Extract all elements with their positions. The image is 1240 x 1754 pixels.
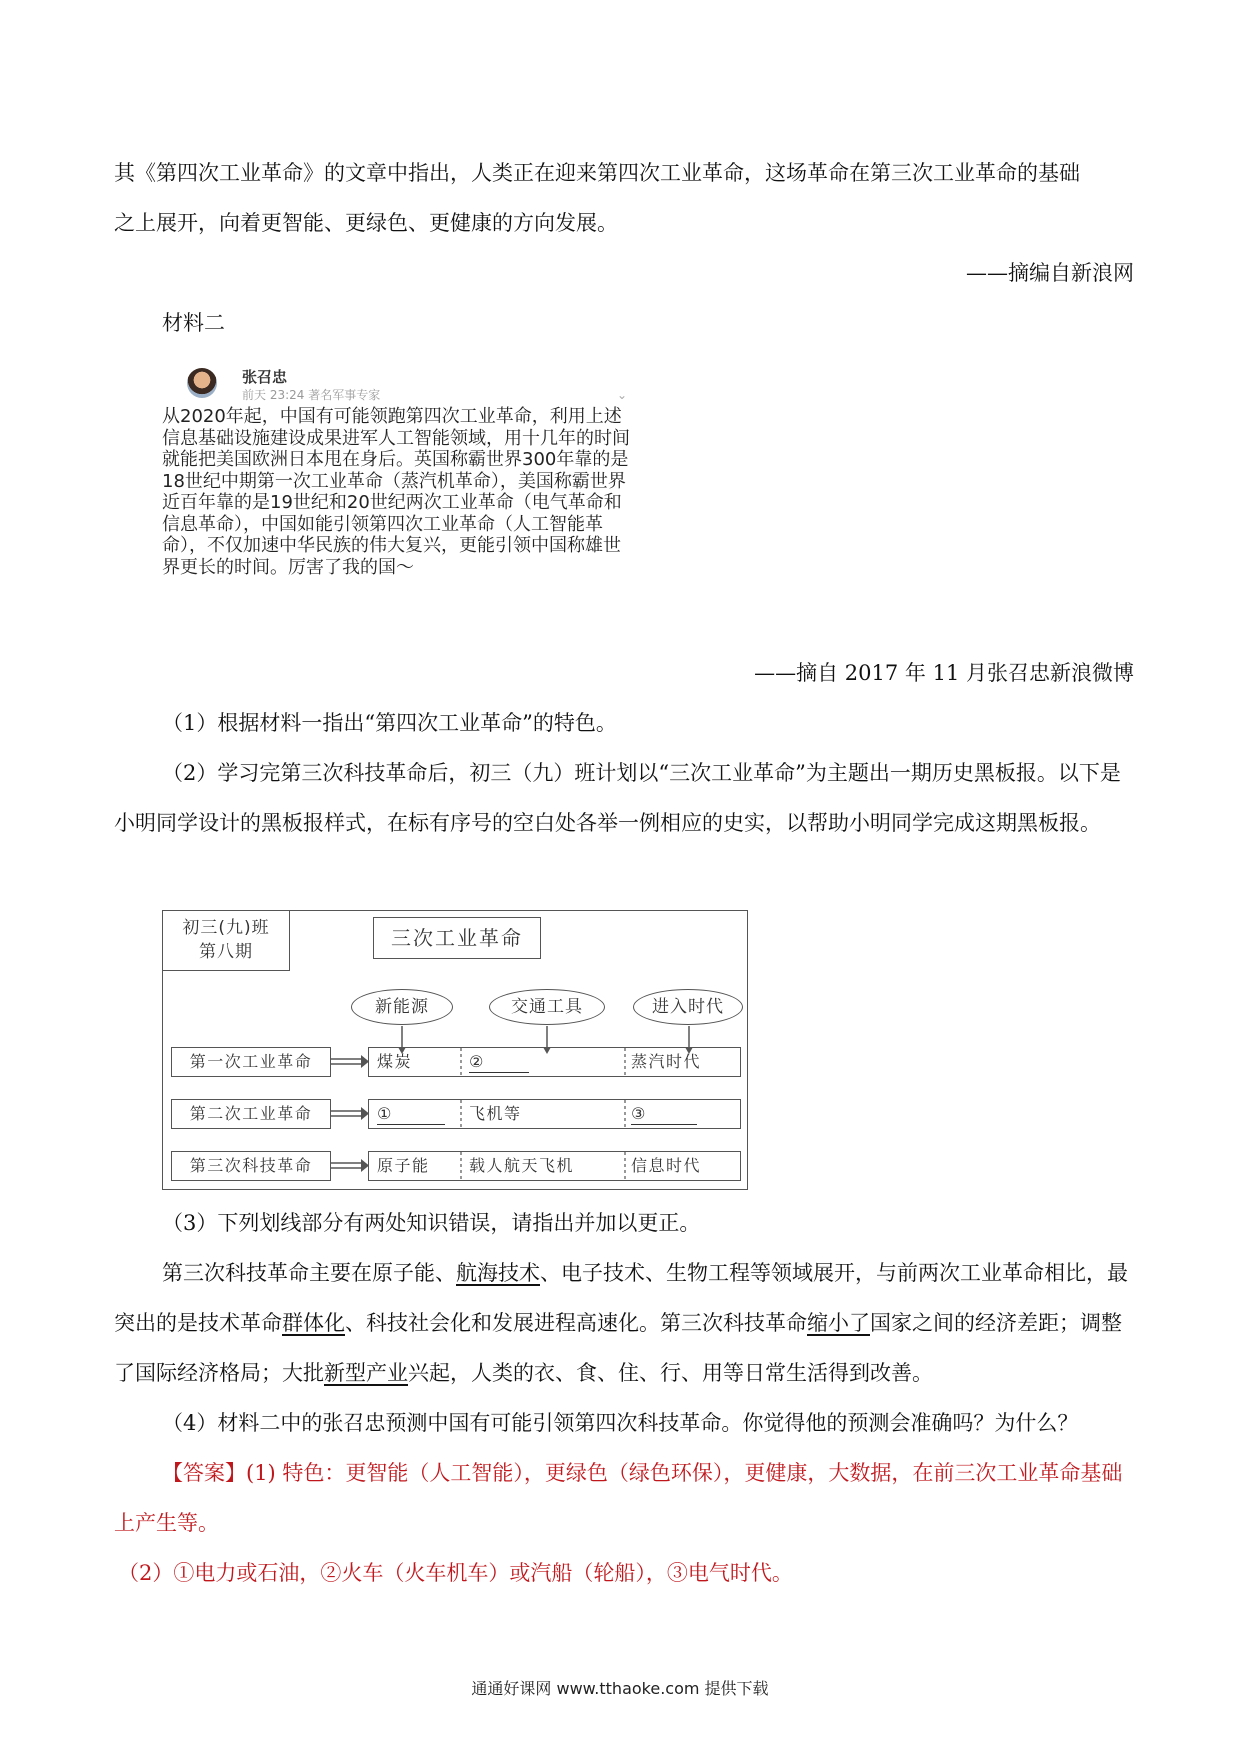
passage-seg-1: 第三次科技革命主要在原子能、 <box>162 1261 456 1285</box>
row-second <box>368 1099 741 1129</box>
row-third <box>368 1151 741 1181</box>
passage-seg-3: 、科技社会化和发展进程高速化。第三次科技革命 <box>345 1311 807 1335</box>
blank-3: ③ <box>631 1104 697 1125</box>
class-line-1: 初三(九)班 <box>182 918 270 938</box>
cell-second-era <box>631 1100 697 1127</box>
class-line-2: 第八期 <box>199 942 253 962</box>
underline-2: 群体化 <box>282 1311 345 1335</box>
answer-1 <box>114 1448 1134 1548</box>
material-2-label: 材料二 <box>162 311 225 335</box>
intro-line-2: 之上展开，向着更智能、更绿色、更健康的方向发展。 <box>114 211 618 235</box>
weibo-author: 张召忠 <box>242 368 288 386</box>
blank-2: ② <box>469 1052 529 1073</box>
question-3: （3）下列划线部分有两处知识错误，请指出并加以更正。 <box>162 1211 701 1235</box>
cell-third-energy: 原子能 <box>377 1156 430 1175</box>
cell-first-transport <box>469 1048 529 1075</box>
cell-first-era: 蒸汽时代 <box>631 1052 702 1071</box>
underline-1: 航海技术 <box>456 1261 540 1285</box>
question-4: （4）材料二中的张召忠预测中国有可能引领第四次科技革命。你觉得他的预测会准确吗？为什么？ <box>162 1411 1079 1435</box>
cell-second-energy <box>377 1100 445 1127</box>
underline-3: 缩小了 <box>807 1311 870 1335</box>
answer-2: （2）①电力或石油，②火车（火车机车）或汽船（轮船），③电气时代。 <box>118 1561 793 1585</box>
oval-era: 进入时代 <box>633 989 743 1025</box>
intro-line-1: 其《第四次工业革命》的文章中指出，人类正在迎来第四次工业革命，这场革命在第三次工业革命的基础 <box>114 161 1080 185</box>
weibo-text: 从2020年起，中国有可能领跑第四次工业革命，利用上述信息基础设施建设成果进军人工智能领域，用十几年的时间就能把美国欧洲日本甩在身后。英国称霸世界300年靠的是18世纪中期第一次工业革命（蒸汽机革命），美国称霸世界近百年靠的是19世纪和20世纪两次工业革命（电气革命和信息革命），中国如能引领第四次工业革命（人工智能革命），不仅加速中华民族的伟大复兴，更能引领中国称雄世界更长的时间。厉害了我的国～ <box>162 406 630 578</box>
oval-transport: 交通工具 <box>489 989 605 1025</box>
diagram-title: 三次工业革命 <box>373 917 541 959</box>
oval-new-energy: 新能源 <box>351 989 453 1025</box>
passage-seg-2: 、电子技术、生物工程等领域展开，与前两次工业革命相比，最突出的是技术革命 <box>114 1261 1128 1335</box>
row-label-first: 第一次工业革命 <box>171 1047 331 1077</box>
answer-tag: 【答案】 <box>162 1461 246 1485</box>
row-first <box>368 1047 741 1077</box>
question-1: （1）根据材料一指出“第四次工业革命”的特色。 <box>162 711 617 735</box>
avatar <box>187 368 217 398</box>
question-3-passage <box>114 1248 1134 1398</box>
cell-third-transport: 载人航天飞机 <box>469 1156 575 1175</box>
weibo-screenshot <box>162 360 632 635</box>
cell-second-transport: 飞机等 <box>469 1104 522 1123</box>
passage-seg-5: 兴起，人类的衣、食、住、行、用等日常生活得到改善。 <box>408 1361 933 1385</box>
question-2: （2）学习完第三次科技革命后，初三（九）班计划以“三次工业革命”为主题出一期历史黑板报。以下是小明同学设计的黑板报样式，在标有序号的空白处各举一例相应的史实，以帮助小明同学完成这期黑板报。 <box>114 761 1121 835</box>
cell-first-energy: 煤炭 <box>377 1052 413 1071</box>
row-label-third: 第三次科技革命 <box>171 1151 331 1181</box>
cell-third-era: 信息时代 <box>631 1156 702 1175</box>
passage-seg-4: 国家之间的经济差距；调整了国际经济格局；大批 <box>114 1311 1122 1385</box>
source-1: ——摘编自新浪网 <box>966 261 1134 285</box>
page-footer: 通通好课网 www.tthaoke.com 提供下载 <box>471 1679 769 1698</box>
class-label <box>163 911 290 971</box>
underline-4: 新型产业 <box>324 1361 408 1385</box>
source-2: ——摘自 2017 年 11 月张召忠新浪微博 <box>754 661 1134 685</box>
row-label-second: 第二次工业革命 <box>171 1099 331 1129</box>
weibo-meta: 前天 23:24 著名军事专家 <box>242 388 381 402</box>
blackboard-diagram <box>162 910 748 1190</box>
chevron-down-icon: ⌄ <box>617 388 628 402</box>
answer-1-text: (1) 特色：更智能（人工智能），更绿色（绿色环保），更健康，大数据，在前三次工业革命基础上产生等。 <box>114 1461 1123 1535</box>
blank-1: ① <box>377 1104 445 1125</box>
